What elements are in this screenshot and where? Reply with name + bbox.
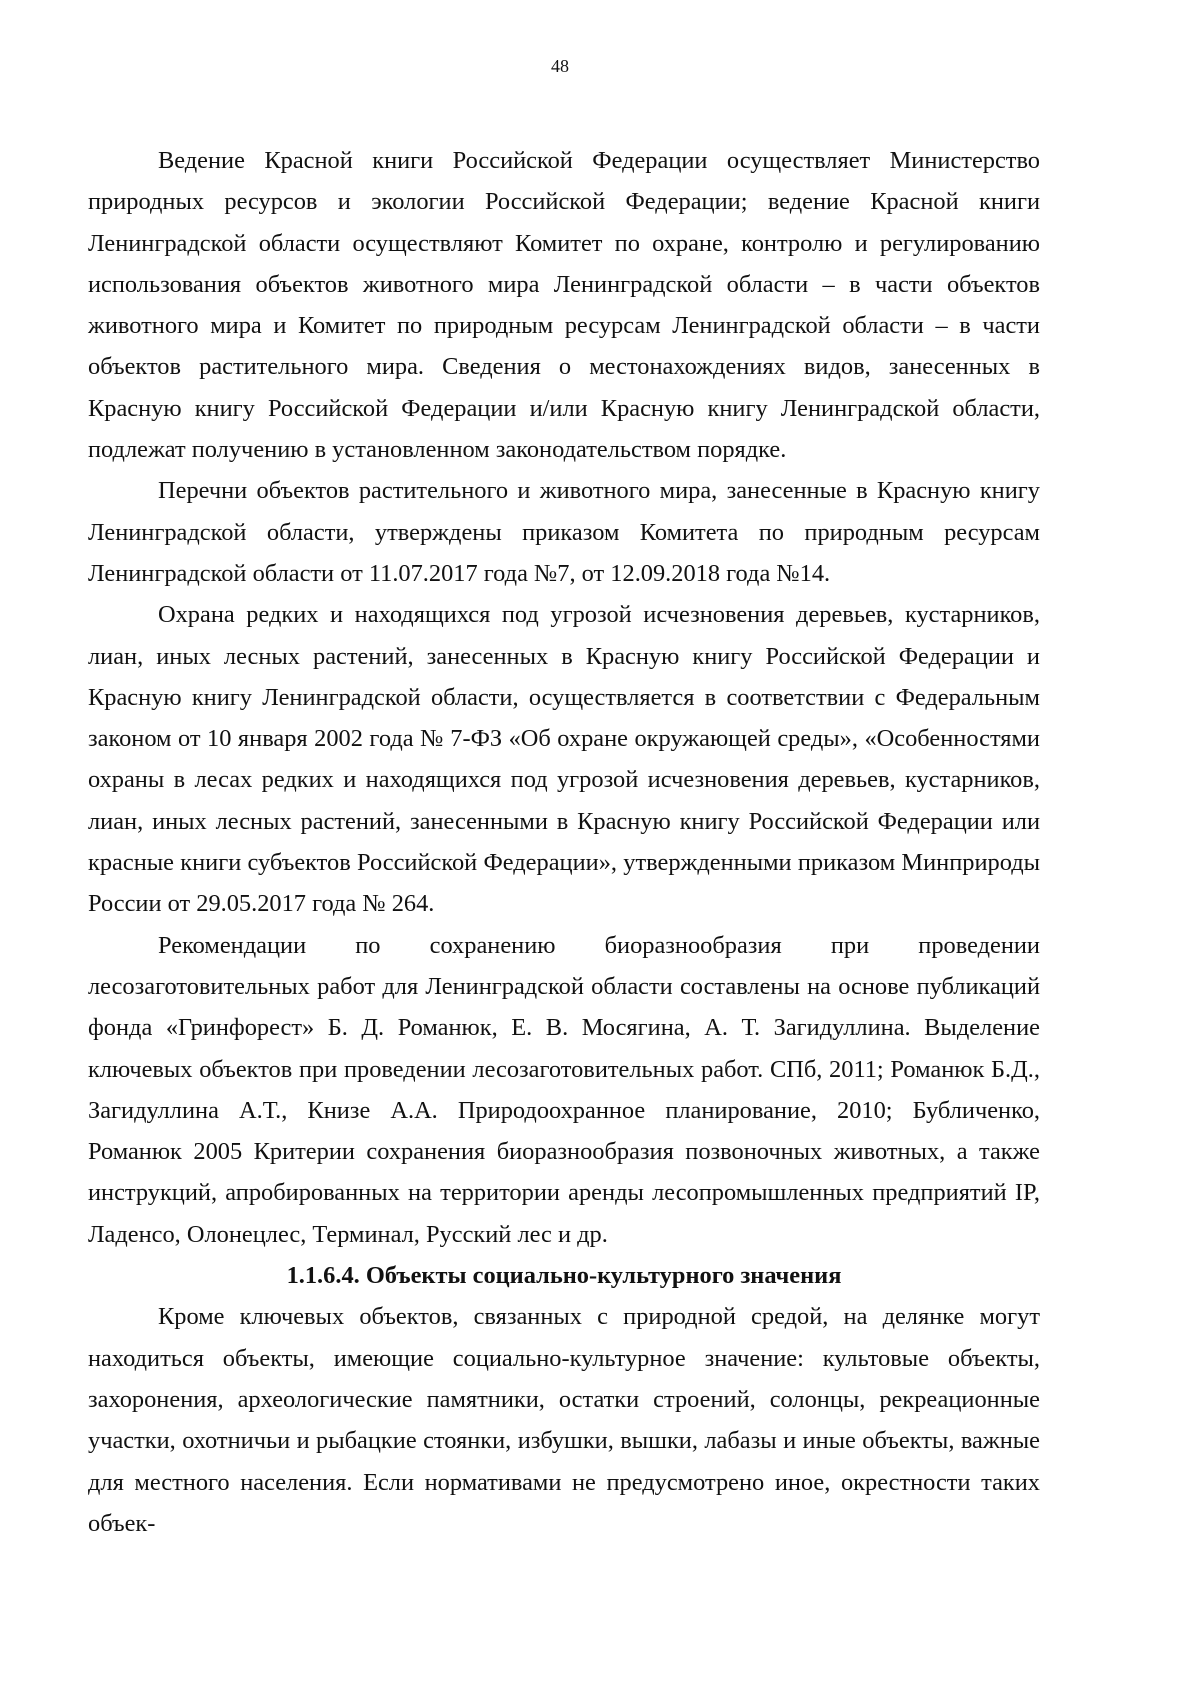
paragraph-red-book-management: Ведение Красной книги Российской Федерации осуществляет Министерство природных ресурсов и экологии Российской Федерации; ведение Красной книги Ленинградской области осуществляют Комитет по охране, контролю и регулированию использования объектов животного мира Ленинградской области – в части объектов животного мира и Комитет по природным ресурсам Ленинградской области – в части объектов растительного мира. Сведения о местонахождениях видов, занесенных в Красную книгу Российской Федерации и/или Красную книгу Ленинградской области, подлежат получению в установленном законодательством порядке. (88, 147, 1040, 464)
paragraph-social-cultural-objects: Кроме ключевых объектов, связанных с природной средой, на делянке могут находиться объекты, имеющие социально-культурное значение: культовые объекты, захоронения, археологические памятники, остатки строений, солонцы, рекреационные участки, охотничьи и рыбацкие стоянки, избушки, вышки, лабазы и иные объекты, важные для местного населения. Если нормативами не предусмотрено иное, окрестности таких объек- (88, 1303, 1040, 1537)
paragraph-biodiversity-recommendations: Рекомендации по сохранению биоразнообразия при проведении лесозаготовительных работ для Ленинградской области составлены на основе публикаций фонда «Гринфорест» Б. Д. Романюк, Е. В. Мосягина, А. Т. Загидуллина. Выделение ключевых объектов при проведении лесозаготовительных работ. СПб, 2011; Романюк Б.Д., Загидуллина А.Т., Книзе А.А. Природоохранное планирование, 2010; Бубличенко, Романюк 2005 Критерии сохранения биоразнообразия позвоночных животных, а также инструкций, апробированных на территории аренды лесопромышленных предприятий IP, Ладенсо, Олонецлес, Терминал, Русский лес и др. (88, 931, 1040, 1248)
section-heading: 1.1.6.4. Объекты социально-культурного значения (286, 1262, 842, 1290)
page-body (88, 140, 1040, 1544)
paragraph-red-book-lists: Перечни объектов растительного и животного мира, занесенные в Красную книгу Ленинградской области, утверждены приказом Комитета по природным ресурсам Ленинградской области от 11.07.2017 года №7, от 12.09.2018 года №14. (88, 477, 1040, 587)
paragraph-rare-plants-protection: Охрана редких и находящихся под угрозой исчезновения деревьев, кустарников, лиан, иных лесных растений, занесенных в Красную книгу Российской Федерации и Красную книгу Ленинградской области, осуществляется в соответствии с Федеральным законом от 10 января 2002 года № 7-ФЗ «Об охране окружающей среды», «Особенностями охраны в лесах редких и находящихся под угрозой исчезновения деревьев, кустарников, лиан, иных лесных растений, занесенными в Красную книгу Российской Федерации или красные книги субъектов Российской Федерации», утвержденными приказом Минприроды России от 29.05.2017 года № 264. (88, 601, 1040, 918)
page-number: 48 (551, 56, 569, 76)
